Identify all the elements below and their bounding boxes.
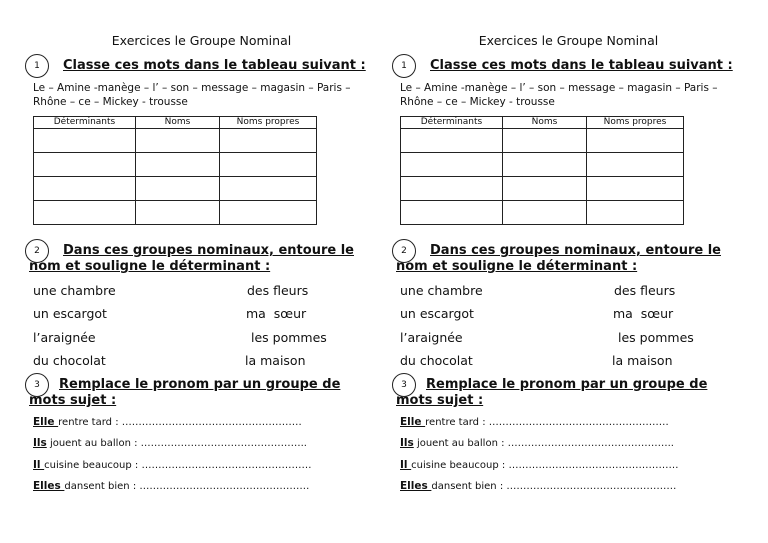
table-row (401, 129, 684, 153)
table-cell (401, 201, 503, 225)
exercise-number-badge: 1 (392, 54, 416, 78)
noun-group: l’araignée (33, 330, 96, 345)
noun-group: un escargot (33, 306, 107, 321)
table-cell (401, 177, 503, 201)
table-header-determinants: Déterminants (34, 117, 136, 129)
sentence-line (400, 480, 676, 492)
table-cell (503, 177, 587, 201)
table-cell (587, 177, 684, 201)
noun-group: les pommes (618, 330, 694, 345)
table-cell (34, 177, 136, 201)
table-cell (587, 201, 684, 225)
table-cell (401, 129, 503, 153)
exercise-1-instruction: Classe ces mots dans le tableau suivant : (63, 58, 366, 73)
exercise-2-instruction: Dans ces groupes nominaux, entoure le nom et souligne le déterminant : (396, 243, 721, 274)
noun-group: une chambre (33, 283, 116, 298)
sentence-line (33, 480, 309, 492)
table-row (401, 153, 684, 177)
noun-group: ma sœur (613, 306, 674, 321)
exercise-1-instruction: Classe ces mots dans le tableau suivant : (430, 58, 733, 73)
pronoun: Il (400, 459, 412, 471)
sentence-rest: dansent bien : …………………………………………… (431, 481, 677, 492)
sentence-rest: jouent au ballon : ………………………………………….. (46, 438, 307, 449)
noun-group: ma sœur (246, 306, 307, 321)
sentence-line (400, 437, 674, 449)
table-cell (401, 153, 503, 177)
noun-group: la maison (245, 353, 306, 368)
table-row (34, 177, 317, 201)
table-cell (503, 129, 587, 153)
table-cell (34, 201, 136, 225)
table-row (401, 177, 684, 201)
table-row (401, 201, 684, 225)
table-cell (136, 201, 220, 225)
classification-table (33, 116, 317, 225)
exercise-3-instruction: Remplace le pronom par un groupe de mots sujet : (396, 377, 708, 408)
table-cell (136, 153, 220, 177)
exercise-number-badge: 2 (25, 239, 49, 263)
exercise-number-badge: 2 (392, 239, 416, 263)
table-header-noms: Noms (503, 117, 587, 129)
table-row (34, 129, 317, 153)
table-row (34, 153, 317, 177)
table-cell (136, 177, 220, 201)
exercise-1-heading (29, 58, 374, 74)
table-header-noms: Noms (136, 117, 220, 129)
noun-group: une chambre (400, 283, 483, 298)
table-cell (220, 153, 317, 177)
table-cell (220, 201, 317, 225)
sentence-rest: rentre tard : ……………………………………………… (58, 417, 302, 428)
noun-group: la maison (612, 353, 673, 368)
sentence-rest: jouent au ballon : ………………………………………….. (413, 438, 674, 449)
worksheet-title: Exercices le Groupe Nominal (478, 33, 659, 48)
exercise-3-heading (29, 377, 374, 409)
exercise-number-badge: 3 (392, 373, 416, 397)
table-cell (587, 153, 684, 177)
exercise-2-instruction: Dans ces groupes nominaux, entoure le nom et souligne le déterminant : (29, 243, 354, 274)
sentence-line (400, 459, 678, 471)
sentence-line (33, 437, 307, 449)
table-cell (503, 153, 587, 177)
table-cell (136, 129, 220, 153)
noun-group: du chocolat (400, 353, 473, 368)
pronoun: Elle (33, 416, 59, 428)
exercise-2-heading (29, 243, 374, 275)
table-cell (220, 177, 317, 201)
classification-table (400, 116, 684, 225)
noun-group: les pommes (251, 330, 327, 345)
pronoun: Ils (400, 437, 414, 449)
table-cell (34, 153, 136, 177)
sentence-rest: dansent bien : …………………………………………… (64, 481, 310, 492)
sentence-line (400, 416, 669, 428)
pronoun: Il (33, 459, 45, 471)
noun-group: des fleurs (247, 283, 309, 298)
table-cell (503, 201, 587, 225)
table-cell (34, 129, 136, 153)
exercise-3-heading (396, 377, 741, 409)
sentence-rest: cuisine beaucoup : …………………………………………… (44, 460, 312, 471)
exercise-number-badge: 3 (25, 373, 49, 397)
noun-group: du chocolat (33, 353, 106, 368)
sentence-rest: cuisine beaucoup : …………………………………………… (411, 460, 679, 471)
table-header-noms-propres: Noms propres (220, 117, 317, 129)
table-cell (587, 129, 684, 153)
table-header-noms-propres: Noms propres (587, 117, 684, 129)
noun-group: des fleurs (614, 283, 676, 298)
pronoun: Elle (400, 416, 426, 428)
table-cell (220, 129, 317, 153)
sentence-line (33, 416, 302, 428)
noun-group: un escargot (400, 306, 474, 321)
exercise-number-badge: 1 (25, 54, 49, 78)
pronoun: Elles (400, 480, 432, 492)
exercise-2-heading (396, 243, 741, 275)
pronoun: Ils (33, 437, 47, 449)
pronoun: Elles (33, 480, 65, 492)
worksheet-title: Exercices le Groupe Nominal (111, 33, 292, 48)
sentence-rest: rentre tard : ……………………………………………… (425, 417, 669, 428)
table-row (34, 201, 317, 225)
word-list: Le – Amine -manège – l’ – son – message – magasin – Paris – Rhône – ce – Mickey - trousse (400, 82, 718, 108)
exercise-1-heading (396, 58, 741, 74)
sentence-line (33, 459, 311, 471)
exercise-3-instruction: Remplace le pronom par un groupe de mots sujet : (29, 377, 341, 408)
word-list: Le – Amine -manège – l’ – son – message – magasin – Paris – Rhône – ce – Mickey - trousse (33, 82, 351, 108)
noun-group: l’araignée (400, 330, 463, 345)
table-header-determinants: Déterminants (401, 117, 503, 129)
